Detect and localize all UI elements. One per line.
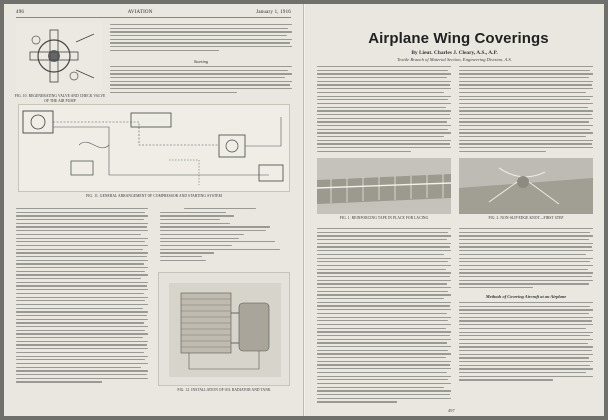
fig-2-caption: FIG. 2. NON-SLIP EDGE KNOT—FIRST STEP xyxy=(488,216,564,220)
fig-10-illustration xyxy=(16,22,102,92)
fig-2-photo xyxy=(459,158,593,214)
article-affiliation: Textile Branch of Material Section, Engineering Division, A.S. xyxy=(397,57,512,62)
right-lower-column-2b xyxy=(459,302,593,383)
fig-1-caption: FIG. 1. REINFORCING TAPE IN PLACE FOR LACING xyxy=(339,216,429,220)
fig-12-illustration xyxy=(158,272,290,386)
starting-subhead: Starting xyxy=(193,59,209,64)
article-title: Airplane Wing Coverings xyxy=(368,30,549,47)
right-lower-column-2a xyxy=(459,228,593,291)
left-issue-date: January 1, 1916 xyxy=(256,10,291,15)
fig-10-caption: FIG. 10. REGENERATING VALVE AND CHECK VALVE OF THE AIR PUMP xyxy=(14,94,106,103)
fig-11-caption: FIG. 11. GENERAL ARRANGEMENT OF COMPRESSOR AND STARTING SYSTEM xyxy=(86,194,222,198)
right-lower-column-1 xyxy=(317,228,451,405)
left-journal-title: AVIATION xyxy=(127,10,153,15)
left-spec-list xyxy=(160,208,280,263)
fig-12-caption: FIG. 12. INSTALLATION OF OIL RADIATOR AND TANK xyxy=(177,388,271,392)
right-intro-column-1 xyxy=(317,66,451,155)
methods-subhead: Methods of Covering Aircraft at an Airplane xyxy=(485,294,567,299)
left-column-top-text-2 xyxy=(110,66,292,96)
fig-11-diagram xyxy=(18,104,290,192)
left-running-head xyxy=(16,10,291,18)
right-page xyxy=(304,4,604,416)
right-intro-column-2 xyxy=(459,66,593,155)
left-lower-column-1 xyxy=(16,208,148,385)
right-folio: 497 xyxy=(448,408,455,413)
fig-1-photo xyxy=(317,158,451,214)
article-byline: By Lieut. Charles J. Cleary, A.S., A.P. xyxy=(411,50,498,56)
left-column-top-text xyxy=(110,24,292,54)
left-page xyxy=(4,4,304,416)
left-folio: 496 xyxy=(16,10,25,15)
magazine-spread xyxy=(4,4,604,416)
